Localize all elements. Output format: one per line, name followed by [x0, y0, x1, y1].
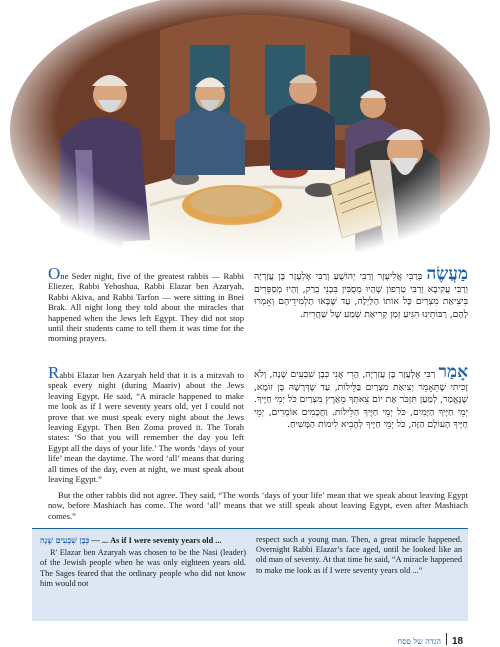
- hebrew-amar-text: רַבִּי אֶלְעָזָר בֶּן עֲזַרְיָה, הֲרֵי אֲנִי כְּבֶן שִׁבְעִים שָׁנָה, וְלֹא זָכִיתִי שֶׁתֵּאָמֵר יְצִיאַת מִצְרַיִם בַּלֵּילוֹת, עַד שֶׁדְּרָשָׁהּ בֶּן זוֹמָא, שֶׁנֶּאֱמַר, לְמַעַן תִּזְכֹּר אֶת יוֹם צֵאתְךָ מֵאֶרֶץ מִצְרַיִם כֹּל יְמֵי חַיֶּיךָ. יְמֵי חַיֶּיךָ הַיָּמִים, כֹּל יְמֵי חַיֶּיךָ הַלֵּילוֹת. וַחֲכָמִים אוֹמְרִים, יְמֵי חַיֶּיךָ הָעוֹלָם הַזֶּה, כֹּל יְמֵי חַיֶּיךָ לְהָבִיא לִימוֹת הַמָּשִׁיחַ.: [254, 369, 468, 431]
- story-dropcap: O: [48, 264, 61, 283]
- elazar-text: abbi Elazar ben Azaryah held that it is a mitzvah to speak every night (during Maariv) about the Jews leaving Egypt. He said, “A miracle happened to make me look as if I were seventy years old, yet I could not prove that we must speak every night about the Jews leaving Egypt. Then Ben Zoma proved it. The Torah states: ‘So that you will remember the day you left Egypt all the days of your life.’ The words ‘days of your life’ mean the daytime. The word ‘all’ means that during all times of the day, even at night, we must speak about leaving Egypt.”: [48, 370, 244, 485]
- hebrew-amar-lead: אָמַר: [438, 362, 469, 382]
- elazar-dropcap: R: [48, 363, 60, 382]
- footer-divider: [446, 633, 447, 645]
- commentary-heading-english: — ... As if I were seventy years old ...: [89, 536, 222, 545]
- commentary-box: [32, 528, 468, 621]
- story-text: ne Seder night, five of the greatest rabbis — Rabbi Eliezer, Rabbi Yehoshua, Rabbi Elazar ben Azaryah, Rabbi Akiva, and Rabbi Tarfon — were sitting in Bnei Brak. All night long they told about the miracles that happened when the Jews left Egypt. They did not stop until their students came to tell them it was time for the morning prayers.: [48, 271, 244, 344]
- story-paragraph: [48, 264, 244, 344]
- hebrew-maaseh-paragraph: [254, 264, 468, 321]
- page-number: 18: [452, 636, 464, 647]
- commentary-heading-hebrew: כְּבֶן שִׁבְעִים שָׁנָה: [40, 535, 90, 545]
- commentary-text-1: R' Elazar ben Azaryah was chosen to be the Nasi (leader) of the Jewish people when he was only eighteen years old. The Sages feared that the ordinary people who did not know him would not: [40, 548, 246, 588]
- seder-illustration: [0, 0, 500, 265]
- commentary-column-1: [40, 535, 246, 589]
- commentary-heading: [40, 535, 246, 546]
- others-paragraph: [48, 490, 468, 521]
- others-text: But the other rabbis did not agree. They said, “The words ‘days of your life’ mean that we speak about leaving Egypt now, before Mashiach has come. The word ‘all’ means that we still speak about leaving Egypt, even after Mashiach comes.”: [48, 490, 468, 521]
- hebrew-maaseh-lead: מַעֲשֶׂה: [426, 264, 468, 284]
- hebrew-amar-paragraph: [254, 362, 469, 432]
- elazar-paragraph: [48, 363, 244, 485]
- commentary-text-2: respect such a young man. Then, a great miracle happened. Overnight Rabbi Elazar’s face aged, until he looked like an old man of seventy. At that time he said, “A miracle happened to make me look as if I were seventy years old ...”: [256, 535, 462, 575]
- footer-book-title: הגדה של פסח: [397, 637, 441, 646]
- commentary-column-2: [256, 535, 462, 576]
- hebrew-maaseh-text: בְּרַבִּי אֱלִיעֶזֶר וְרַבִּי יְהוֹשֻׁעַ וְרַבִּי אֶלְעָזָר בֶּן עֲזַרְיָה וְרַבִּי עֲקִיבָא וְרַבִּי טַרְפוֹן שֶׁהָיוּ מְסֻבִּין בִּבְנֵי בְרַק, וְהָיוּ מְסַפְּרִים בִּיצִיאַת מִצְרַיִם כָּל אוֹתוֹ הַלַּיְלָה, עַד שֶׁבָּאוּ תַלְמִידֵיהֶם וְאָמְרוּ לָהֶם, רַבּוֹתֵינוּ הִגִּיעַ זְמַן קְרִיאַת שְׁמַע שֶׁל שַׁחֲרִית.: [254, 271, 468, 320]
